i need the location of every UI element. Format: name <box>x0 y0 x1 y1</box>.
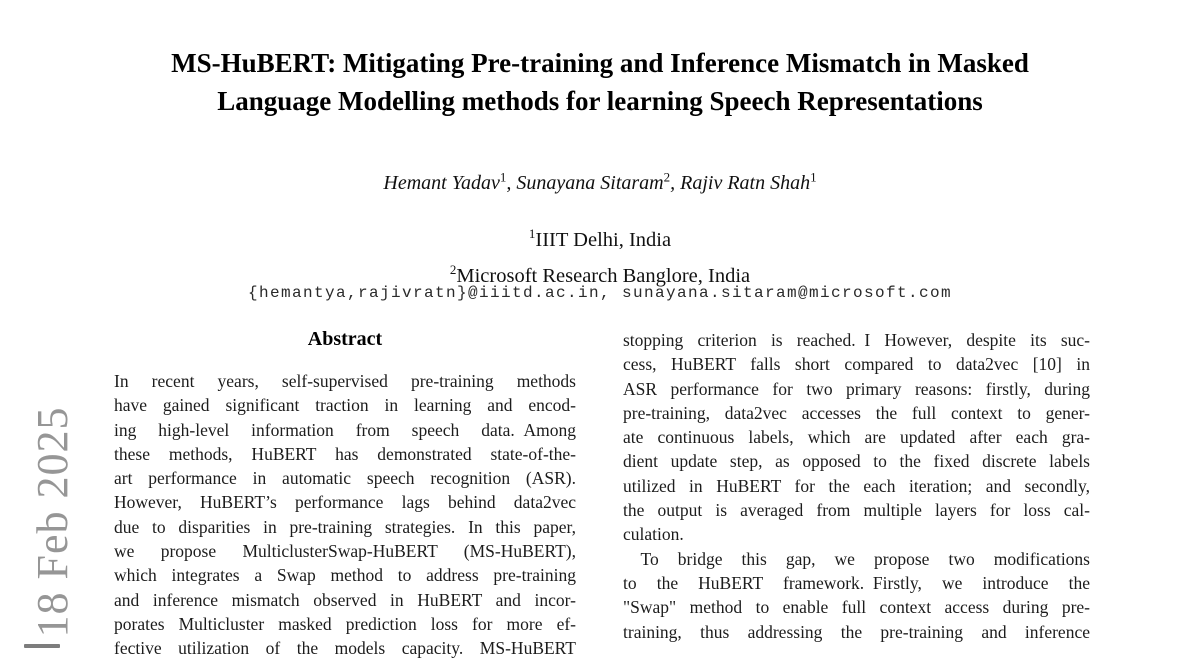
paper-title <box>0 44 1200 120</box>
affiliation-mark: 1 <box>528 226 536 241</box>
abstract-heading: Abstract <box>307 328 383 350</box>
author <box>680 169 817 194</box>
paper-title-line2: Language Modelling methods for learning Speech Representations <box>217 86 983 116</box>
author-name: Sunayana Sitaram <box>516 171 664 194</box>
author-affiliation-mark: 2 <box>663 169 671 184</box>
affiliation-mark: 2 <box>449 262 457 278</box>
affiliation-list <box>0 219 1200 292</box>
author-affiliation-mark: 1 <box>810 169 817 184</box>
abstract-text-line: and inference mismatch observed in HuBERT and incor- <box>114 589 576 610</box>
abstract-text-line: porates Multicluster masked prediction loss for more ef- <box>114 613 576 634</box>
author <box>516 169 681 194</box>
body-text-line: training, thus addressing the pre-training and inference <box>623 621 1090 642</box>
abstract-text-line: we propose MulticlusterSwap-HuBERT (MS-HuBERT), <box>114 541 576 562</box>
abstract-text-line: which integrates a Swap method to address pre-training <box>114 565 576 586</box>
abstract-text-line: due to disparities in pre-training strategies. In this paper, <box>114 516 576 537</box>
body-text-line: the output is averaged from multiple layers for loss cal- <box>623 500 1090 521</box>
body-text-line: utilized in HuBERT for the each iteration; and secondly, <box>623 475 1090 496</box>
abstract-text-line: these methods, HuBERT has demonstrated state-of-the- <box>114 443 576 464</box>
author <box>383 169 517 194</box>
body-text-line: to the HuBERT framework. Firstly, we introduce the <box>623 572 1090 593</box>
body-text-line: ate continuous labels, which are updated after each gra- <box>623 427 1090 448</box>
body-text-line: dient update step, as opposed to the fixed discrete labels <box>623 451 1090 472</box>
arxiv-date-watermark: 18 Feb 2025 <box>28 406 77 638</box>
body-text-line: stopping criterion is reached. I However, despite its suc- <box>623 330 1090 350</box>
body-text-line: pre-training, data2vec accesses the full context to gener- <box>623 402 1090 423</box>
author-name: Hemant Yadav <box>383 171 500 194</box>
abstract-text-line: In recent years, self-supervised pre-training methods <box>114 371 576 391</box>
affiliation-text: IIIT Delhi, India <box>535 228 672 251</box>
affiliation-text: Microsoft Research Banglore, India <box>456 265 751 288</box>
body-text-line: cess, HuBERT falls short compared to data2vec [10] in <box>623 354 1090 375</box>
paper-title-line1: MS-HuBERT: Mitigating Pre-training and Inference Mismatch in Masked <box>171 48 1029 78</box>
body-text-line: ASR performance for two primary reasons: firstly, during <box>623 378 1090 399</box>
body-text-line: "Swap" method to enable full context access during pre- <box>623 597 1090 618</box>
author-emails: {hemantya,rajivratn}@iiitd.ac.in, sunayana.sitaram@microsoft.com <box>247 284 953 302</box>
body-text-line: To bridge this gap, we propose two modifications <box>623 548 1090 569</box>
author-separator: , <box>506 171 517 194</box>
abstract-text-line: However, HuBERT’s performance lags behind data2vec <box>114 492 576 513</box>
arxiv-stamp-cutoff <box>24 644 60 648</box>
author-list <box>0 162 1200 198</box>
abstract-text-line: have gained significant traction in learning and encod- <box>114 395 576 416</box>
body-text-column <box>623 328 1090 644</box>
body-text-line: culation. <box>623 524 684 545</box>
abstract-text-column <box>114 369 576 661</box>
author-separator: , <box>670 171 681 194</box>
author-affiliation-mark: 1 <box>499 169 507 184</box>
affiliation-line <box>0 219 1200 255</box>
author-name: Rajiv Ratn Shah <box>680 171 811 194</box>
abstract-text-line: art performance in automatic speech recognition (ASR). <box>114 468 576 489</box>
abstract-text-line: ing high-level information from speech data. Among <box>114 419 576 440</box>
abstract-text-line: fective utilization of the models capacity. MS-HuBERT <box>114 638 576 659</box>
